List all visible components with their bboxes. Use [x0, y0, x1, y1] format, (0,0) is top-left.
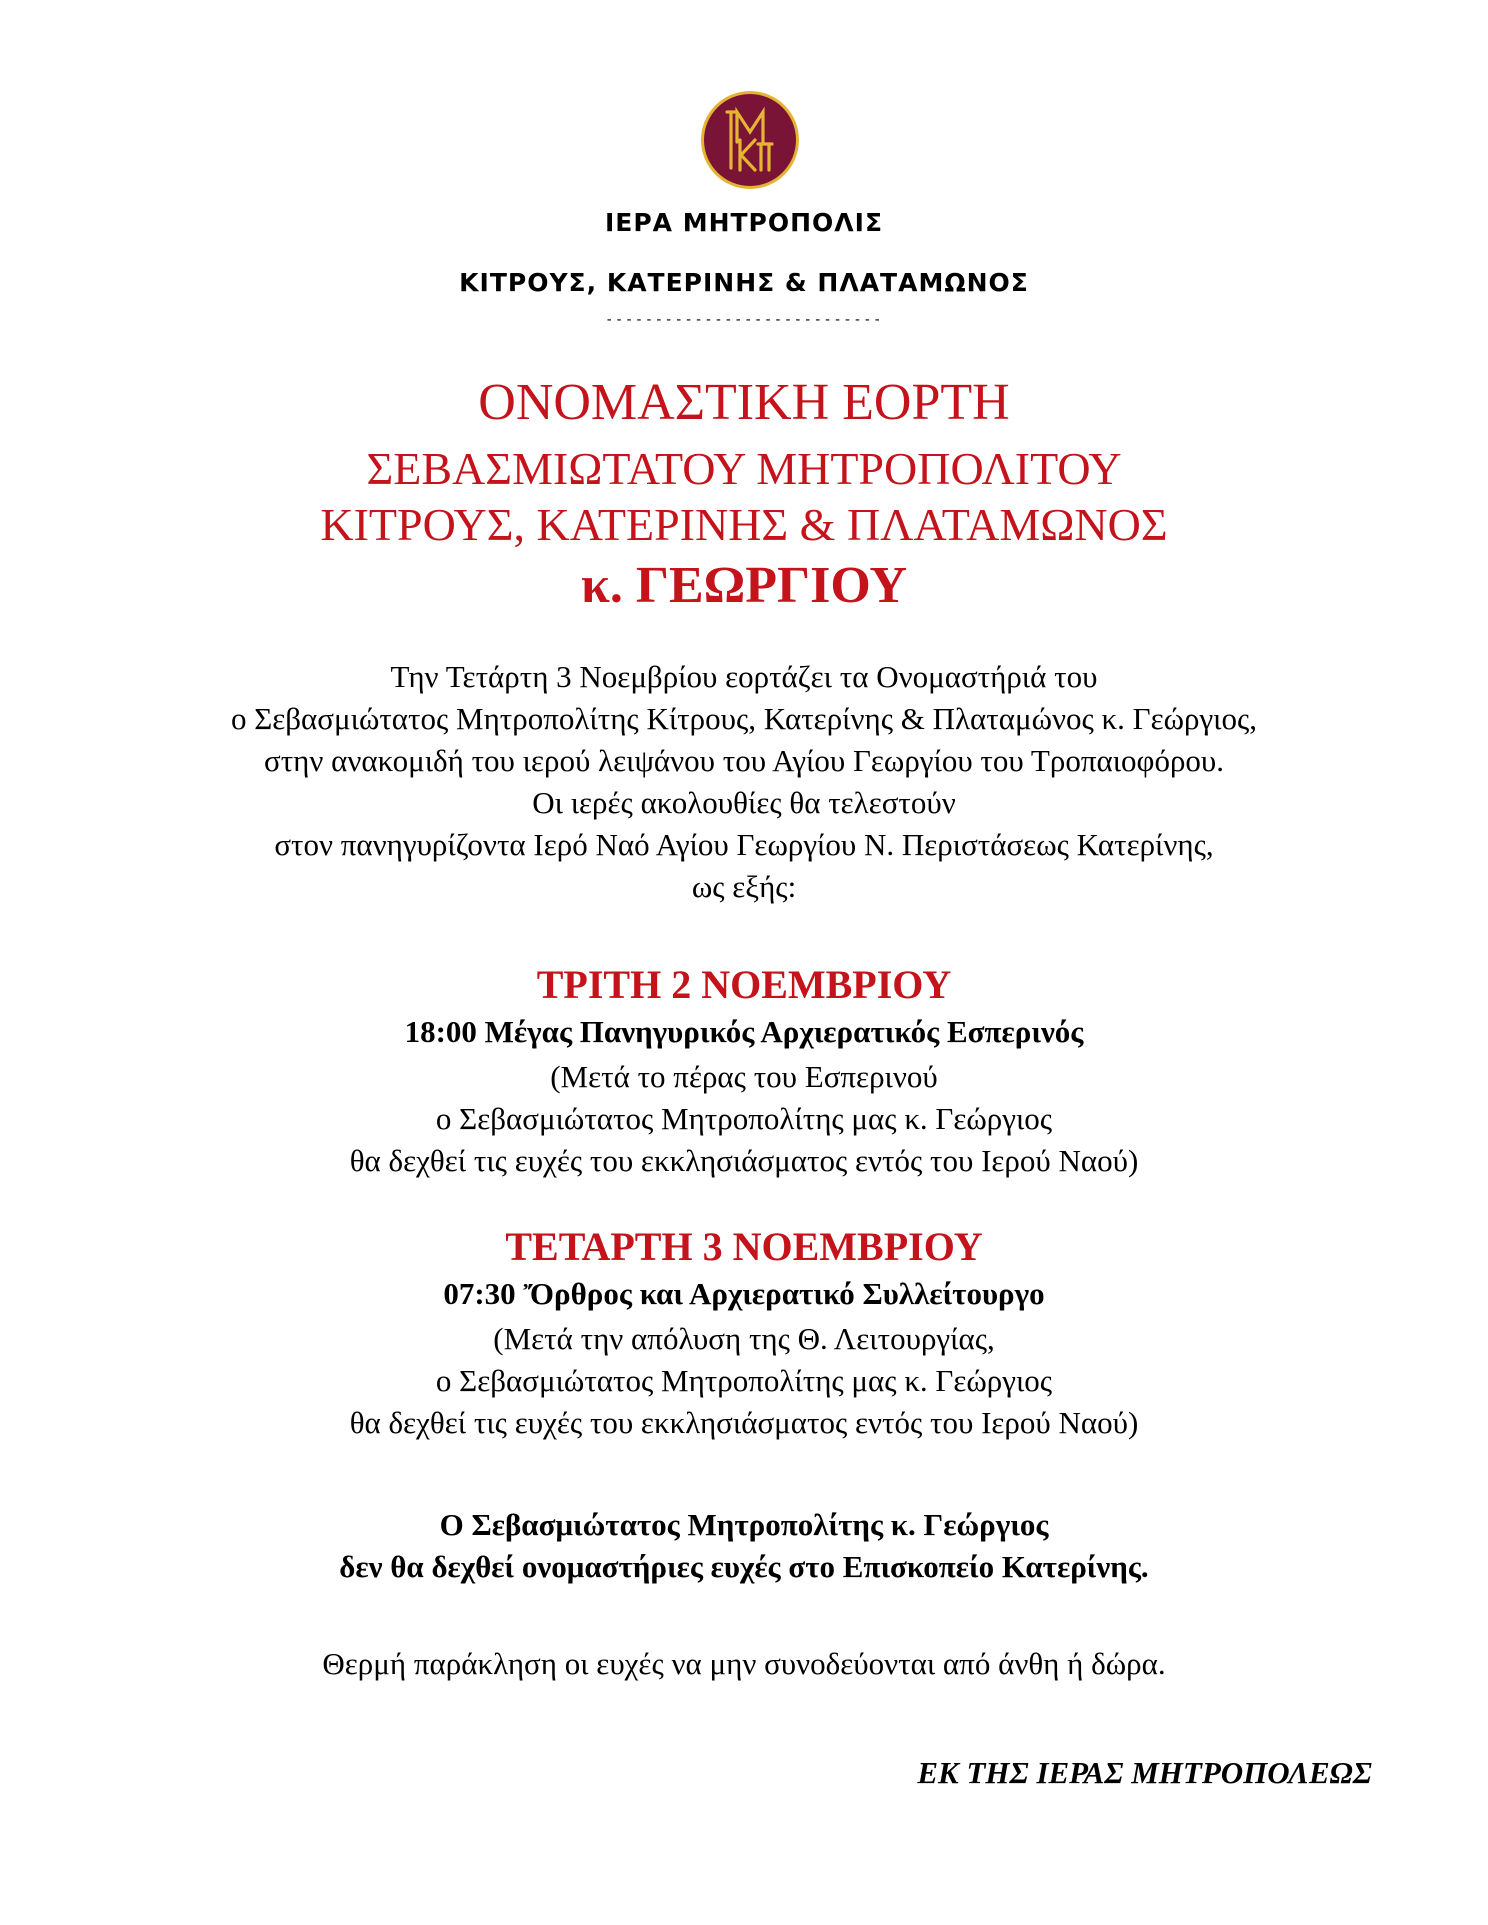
schedule-note: (Μετά την απόλυση της Θ. Λειτουργίας,	[493, 1321, 995, 1356]
schedule-note: θα δεχθεί τις ευχές του εκκλησιάσματος εντός του Ιερού Ναού)	[349, 1143, 1139, 1178]
schedule-note: θα δεχθεί τις ευχές του εκκλησιάσματος εντός του Ιερού Ναού)	[349, 1405, 1139, 1440]
schedule-note: (Μετά το πέρας του Εσπερινού	[550, 1059, 938, 1094]
intro-line: Οι ιερές ακολουθίες θα τελεστούν	[532, 785, 956, 820]
schedule-note: ο Σεβασμιώτατος Μητροπολίτης μας κ. Γεώργιος	[435, 1101, 1053, 1136]
title-subline-2: ΚΙΤΡΟΥΣ, ΚΑΤΕΡΙΝΗΣ & ΠΛΑΤΑΜΩΝΟΣ	[320, 499, 1168, 550]
schedule-note: ο Σεβασμιώτατος Μητροπολίτης μας κ. Γεώργιος	[435, 1363, 1053, 1398]
notice-line: Ο Σεβασμιώτατος Μητροπολίτης κ. Γεώργιος	[439, 1507, 1049, 1542]
header-divider: ----------------------------	[604, 312, 883, 328]
title-name: κ. ΓΕΩΡΓΙΟΥ	[580, 557, 907, 614]
notice-line: δεν θα δεχθεί ονομαστήριες ευχές στο Επισκοπείο Κατερίνης.	[339, 1549, 1149, 1584]
title-subline-1: ΣΕΒΑΣΜΙΩΤΑΤΟΥ ΜΗΤΡΟΠΟΛΙΤΟΥ	[366, 443, 1122, 494]
request-line: Θερμή παράκληση οι ευχές να μην συνοδεύονται από άνθη ή δώρα.	[322, 1646, 1166, 1681]
metropolis-name: ΙΕΡΑ ΜΗΤΡΟΠΟΛΙΣ	[604, 208, 884, 237]
intro-line: ο Σεβασμιώτατος Μητροπολίτης Κίτρους, Κατερίνης & Πλαταμώνος κ. Γεώργιος,	[230, 701, 1258, 736]
intro-line: Την Τετάρτη 3 Νοεμβρίου εορτάζει τα Ονομαστήριά του	[390, 659, 1098, 694]
intro-line: ως εξής:	[691, 869, 797, 904]
schedule-day-heading: ΤΕΤΑΡΤΗ 3 ΝΟΕΜΒΡΙΟΥ	[505, 1224, 983, 1269]
signature: ΕΚ ΤΗΣ ΙΕΡΑΣ ΜΗΤΡΟΠΟΛΕΩΣ	[917, 1755, 1372, 1790]
metropolis-region: ΚΙΤΡΟΥΣ, ΚΑΤΕΡΙΝΗΣ & ΠΛΑΤΑΜΩΝΟΣ	[459, 268, 1029, 297]
schedule-day-heading: ΤΡΙΤΗ 2 ΝΟΕΜΒΡΙΟΥ	[536, 962, 952, 1007]
page-title: ΟΝΟΜΑΣΤΙΚΗ ΕΟΡΤΗ	[478, 374, 1010, 431]
intro-line: στον πανηγυρίζοντα Ιερό Ναό Αγίου Γεωργίου Ν. Περιστάσεως Κατερίνης,	[274, 827, 1214, 862]
schedule-event: 07:30 Ὄρθρος και Αρχιερατικό Συλλείτουργο	[443, 1276, 1045, 1311]
intro-line: στην ανακομιδή του ιερού λειψάνου του Αγίου Γεωργίου του Τροπαιοφόρου.	[263, 743, 1225, 778]
metropolis-monogram-seal-icon	[700, 90, 800, 190]
schedule-event: 18:00 Μέγας Πανηγυρικός Αρχιερατικός Εσπερινός	[404, 1014, 1084, 1049]
